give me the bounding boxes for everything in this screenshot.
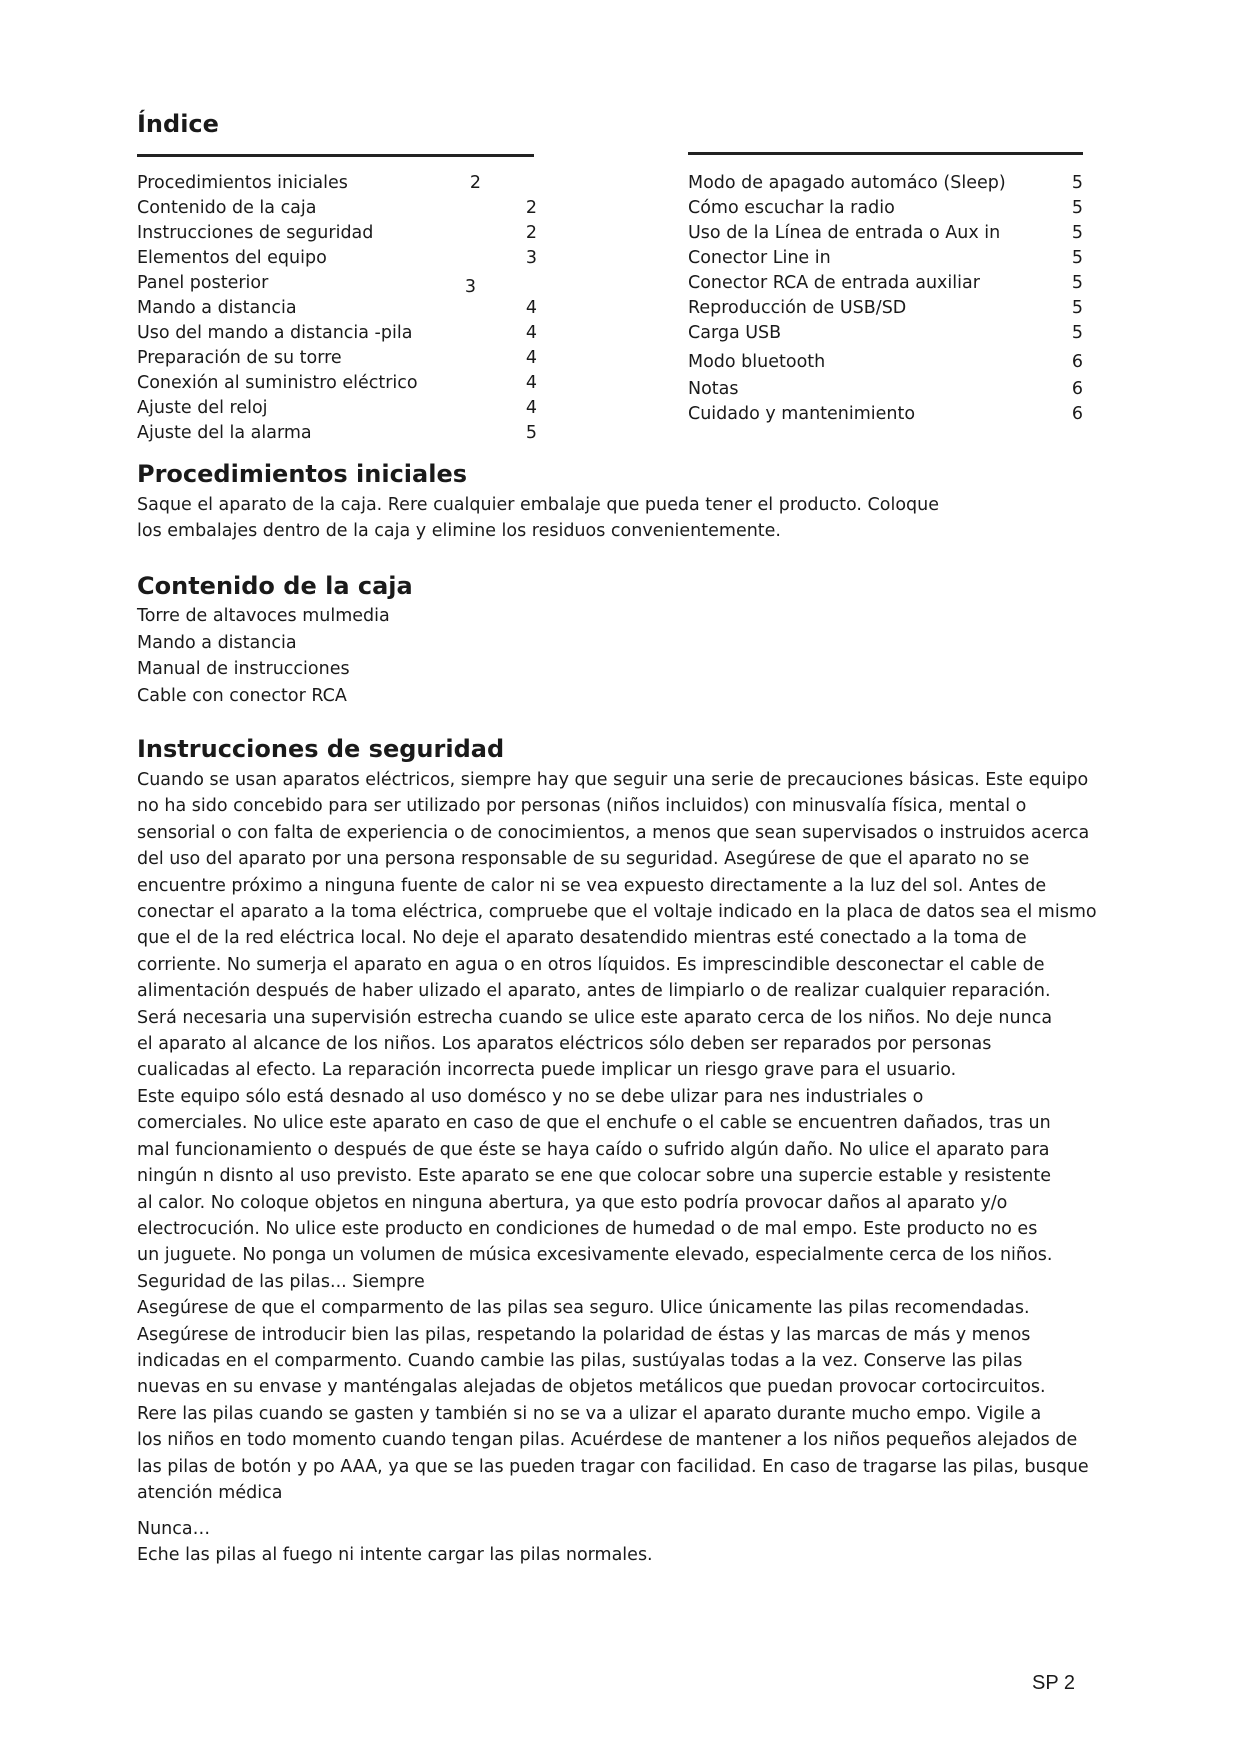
text-line: Seguridad de las pilas... Siempre [137, 1271, 425, 1292]
index-entry: Panel posterior 3 [137, 273, 476, 297]
text-line: alimentación después de haber ulizado el aparato, antes de limpiarlo o de realizar cualquier reparación. [137, 981, 1051, 1002]
list-item: Cable con conector RCA [137, 685, 347, 706]
index-entry: Carga USB 5 [688, 323, 1083, 343]
nunca-heading: Nunca… [137, 1519, 211, 1539]
text-line: los niños en todo momento cuando tengan pilas. Acuérdese de mantener a los niños pequeños alejados de [137, 1430, 1078, 1451]
text-line: los embalajes dentro de la caja y elimine los residuos convenientemente. [137, 521, 781, 542]
index-entry: Conector Line in 5 [688, 248, 1083, 268]
text-line: atención médica [137, 1482, 283, 1503]
text-line: las pilas de botón y po AAA, ya que se las pueden tragar con facilidad. En caso de tragarse las pilas, busque [137, 1456, 1089, 1477]
nunca-text: Eche las pilas al fuego ni intente cargar las pilas normales. [137, 1545, 653, 1566]
index-entry: Mando a distancia 4 [137, 298, 537, 318]
list-item: Mando a distancia [137, 632, 297, 653]
index-entry: Reproducción de USB/SD 5 [688, 298, 1083, 318]
text-line: mal funcionamiento o después de que éste se haya caído o sufrido algún daño. No ulice el aparato para [137, 1139, 1050, 1160]
index-entry: Contenido de la caja 2 [137, 198, 537, 218]
index-entry: Preparación de su torre 4 [137, 348, 537, 368]
text-line: el aparato al alcance de los niños. Los aparatos eléctricos sólo deben ser reparados por personas [137, 1034, 992, 1055]
text-line: al calor. No coloque objetos en ninguna abertura, ya que esto podría provocar daños al aparato y/o [137, 1192, 1008, 1213]
index-divider-left [137, 154, 534, 157]
text-line: un juguete. No ponga un volumen de música excesivamente elevado, especialmente cerca de los niños. [137, 1245, 1053, 1266]
index-entry: Instrucciones de seguridad 2 [137, 223, 537, 243]
section-title-contenido: Contenido de la caja [137, 572, 413, 600]
text-line: electrocución. No ulice este producto en condiciones de humedad o de mal empo. Este producto no es [137, 1218, 1038, 1239]
index-entry: Notas 6 [688, 379, 1083, 399]
list-item: Manual de instrucciones [137, 659, 350, 680]
text-line: ningún n disnto al uso previsto. Este aparato se ene que colocar sobre una supercie estable y resistente [137, 1166, 1051, 1187]
index-entry: Cómo escuchar la radio 5 [688, 198, 1083, 218]
text-line: cualicadas al efecto. La reparación incorrecta puede implicar un riesgo grave para el usuario. [137, 1060, 957, 1081]
index-list-right [688, 171, 1088, 427]
section-title-seguridad: Instrucciones de seguridad [137, 735, 505, 763]
nunca-block [137, 1516, 1097, 1569]
page-number: SP 2 [1032, 1672, 1075, 1694]
text-line: Será necesaria una supervisión estrecha cuando se ulice este aparato cerca de los niños. No deje nunca [137, 1007, 1053, 1028]
index-list-left [137, 171, 537, 446]
text-line: Asegúrese de que el comparmento de las pilas sea seguro. Ulice únicamente las pilas recomendadas. [137, 1298, 1030, 1319]
text-line: conectar el aparato a la toma eléctrica, compruebe que el voltaje indicado en la placa de datos sea el mismo [137, 902, 1097, 923]
index-entry: Procedimientos iniciales 2 [137, 173, 481, 193]
text-line: indicadas en el comparmento. Cuando cambie las pilas, sustúyalas todas a la vez. Conserve las pilas [137, 1350, 1023, 1371]
text-line: corriente. No sumerja el aparato en agua o en otros líquidos. Es imprescindible desconectar el cable de [137, 954, 1045, 975]
list-item: Torre de altavoces mulmedia [137, 606, 390, 626]
text-line: nuevas en su envase y manténgalas alejadas de objetos metálicos que puedan provocar cortocircuitos. [137, 1377, 1046, 1398]
text-line: Saque el aparato de la caja. Rere cualquier embalaje que pueda tener el producto. Coloque [137, 495, 940, 515]
text-line: Cuando se usan aparatos eléctricos, siempre hay que seguir una serie de precauciones básicas. Este equipo [137, 770, 1089, 790]
index-entry: Elementos del equipo 3 [137, 248, 537, 268]
text-line: encuentre próximo a ninguna fuente de calor ni se vea expuesto directamente a la luz del sol. Antes de [137, 875, 1047, 896]
index-title: Índice [137, 110, 219, 138]
index-entry: Ajuste del reloj 4 [137, 398, 537, 418]
text-line: no ha sido concebido para ser utilizado por personas (niños incluidos) con minusvalía física, mental o [137, 796, 1027, 817]
text-line: del uso del aparato por una persona responsable de su seguridad. Asegúrese de que el aparato no se [137, 849, 1030, 870]
text-line: que el de la red eléctrica local. No deje el aparato desatendido mientras esté conectado a la toma de [137, 928, 1027, 949]
index-entry: Modo de apagado automáco (Sleep) 5 [688, 173, 1083, 193]
index-entry: Conector RCA de entrada auxiliar 5 [688, 273, 1083, 293]
text-line: Rere las pilas cuando se gasten y también si no se va a ulizar el aparato durante mucho empo. Vigile a [137, 1403, 1042, 1424]
seguridad-text [137, 767, 1097, 1506]
text-line: Este equipo sólo está desnado al uso domésco y no se debe ulizar para nes industriales o [137, 1086, 924, 1107]
text-line: comerciales. No ulice este aparato en caso de que el enchufe o el cable se encuentren dañados, tras un [137, 1113, 1051, 1134]
index-entry: Uso del mando a distancia -pila 4 [137, 323, 537, 343]
index-entry: Modo bluetooth 6 [688, 352, 1083, 372]
index-entry: Uso de la Línea de entrada o Aux in 5 [688, 223, 1083, 243]
index-entry: Conexión al suministro eléctrico 4 [137, 373, 537, 393]
index-entry: Cuidado y mantenimiento 6 [688, 404, 1083, 424]
index-divider-right [688, 152, 1083, 155]
procedimientos-text [137, 492, 1097, 545]
text-line: sensorial o con falta de experiencia o de conocimientos, a menos que sean supervisados o instruidos acerca [137, 822, 1090, 843]
section-title-procedimientos: Procedimientos iniciales [137, 460, 467, 488]
index-entry: Ajuste del la alarma 5 [137, 423, 537, 443]
text-line: Asegúrese de introducir bien las pilas, respetando la polaridad de éstas y las marcas de más y menos [137, 1324, 1031, 1345]
contenido-list [137, 603, 390, 709]
